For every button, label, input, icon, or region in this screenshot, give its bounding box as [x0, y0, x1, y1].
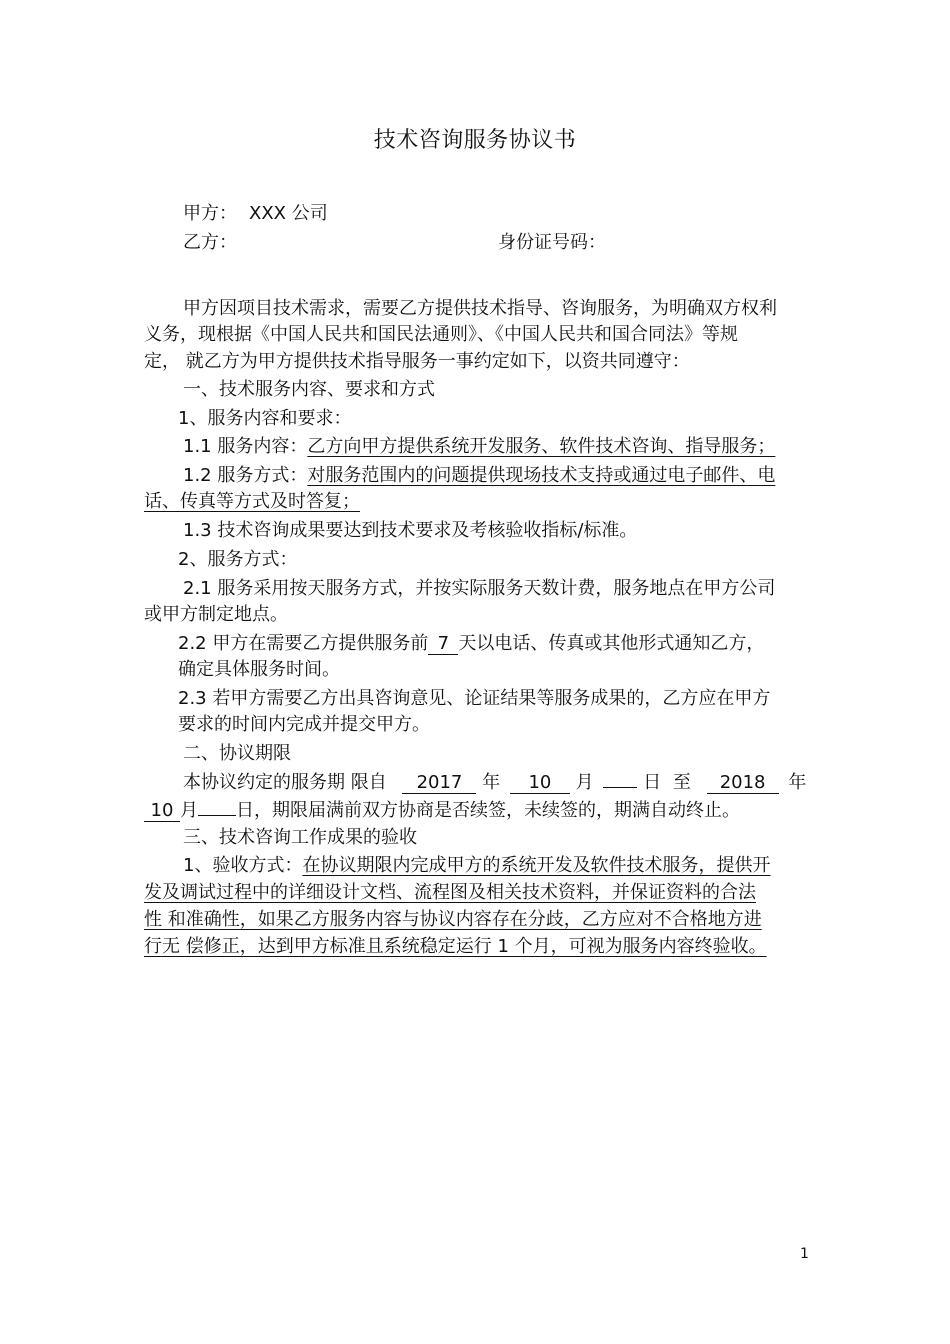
term-end-text: 日，期限届满前双方协商是否续签，未续签的，期满自动终止。 [236, 800, 740, 821]
start-year: 2017 [402, 773, 476, 794]
item-1-3: 1.3 技术咨询成果要达到技术要求及考核验收指标/标准。 [183, 520, 638, 541]
acceptance-text-1: 在协议期限内完成甲方的系统开发及软件技术服务，提供开 [302, 855, 771, 876]
item-1-2-value-line-1: 对服务范围内的问题提供现场技术支持或通过电子邮件、电 [307, 465, 776, 486]
item-2-1-line-1: 2.1 服务采用按天服务方式，并按实际服务天数计费，服务地点在甲方公司 [183, 578, 776, 599]
section-1-heading: 一、技术服务内容、要求和方式 [183, 379, 435, 400]
item-2-1-line-2: 或甲方制定地点。 [144, 604, 288, 625]
subsection-2-heading: 2、服务方式： [178, 549, 298, 570]
item-1-1 [183, 435, 775, 459]
intro-line-3: 定， 就乙方为甲方提供技术指导服务一事约定如下，以资共同遵守： [144, 351, 690, 372]
end-day [198, 815, 236, 816]
party-a-label: 甲方： [183, 203, 237, 224]
document-title: 技术咨询服务协议书 [373, 128, 577, 153]
day-char: 日 [643, 772, 662, 793]
year-char: 年 [482, 772, 501, 793]
item-1-2-value-line-2: 话、传真等方式及时答复； [144, 491, 360, 512]
notice-days-value: 7 [428, 634, 458, 655]
acceptance-line-1 [183, 854, 770, 878]
end-month-char: 月 [180, 800, 198, 821]
term-pre: 本协议约定的服务期 限自 [183, 772, 387, 793]
end-year: 2018 [707, 773, 779, 794]
page-number: 1 [800, 1246, 809, 1262]
item-2-3-line-2: 要求的时间内完成并提交甲方。 [178, 714, 430, 735]
acceptance-line-2: 发及调试过程中的详细设计文档、流程图及相关技术资料，并保证资料的合法 [144, 882, 756, 903]
party-b-label: 乙方： [183, 232, 237, 253]
start-day [603, 787, 637, 788]
acceptance-label: 1、验收方式： [183, 855, 303, 876]
item-1-2-label: 1.2 服务方式： [183, 465, 308, 486]
item-2-2-post: 天以电话、传真或其他形式通知乙方， [458, 633, 765, 654]
item-2-2-pre: 2.2 甲方在需要乙方提供服务前 [178, 633, 429, 654]
end-year-char: 年 [788, 772, 807, 793]
acceptance-line-4: 行无 偿修正，达到甲方标准且系统稳定运行 1 个月，可视为服务内容终验收。 [144, 936, 767, 957]
acceptance-line-3: 性 和准确性，如果乙方服务内容与协议内容存在分歧，乙方应对不合格地方进 [144, 909, 762, 930]
item-1-1-label: 1.1 服务内容： [183, 436, 308, 457]
item-1-1-value: 乙方向甲方提供系统开发服务、软件技术咨询、指导服务； [307, 436, 776, 457]
end-month: 10 [144, 801, 180, 822]
item-2-2-line-2: 确定具体服务时间。 [178, 659, 340, 680]
intro-line-1: 甲方因项目技术需求，需要乙方提供技术指导、咨询服务，为明确双方权利 [183, 298, 777, 319]
start-month: 10 [510, 773, 570, 794]
item-2-3-line-1: 2.3 若甲方需要乙方出具咨询意见、论证结果等服务成果的，乙方应在甲方 [178, 688, 771, 709]
item-2-2-line-1 [178, 632, 764, 656]
section-2-heading: 二、协议期限 [183, 743, 291, 764]
subsection-1-heading: 1、服务内容和要求： [178, 408, 352, 429]
intro-line-2: 义务，现根据《中国人民共和国民法通则》、《中国人民共和国合同法》等规 [144, 324, 738, 345]
section-3-heading: 三、技术咨询工作成果的验收 [183, 827, 417, 848]
id-number-label: 身份证号码： [498, 232, 606, 253]
party-a-value: XXX 公司 [249, 203, 328, 224]
term-line-2 [144, 799, 740, 823]
item-1-2 [183, 464, 775, 488]
to-char: 至 [672, 772, 691, 793]
term-line-1 [183, 771, 806, 795]
month-char: 月 [575, 772, 594, 793]
